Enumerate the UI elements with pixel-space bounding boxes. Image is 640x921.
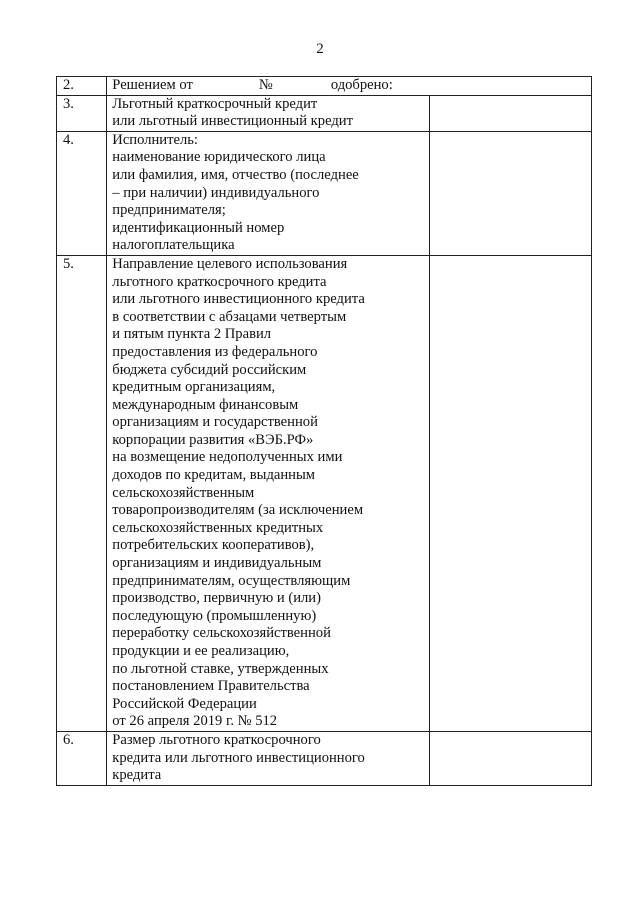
label-line: переработку сельскохозяйственной (112, 625, 331, 642)
label-line: сельскохозяйственным (112, 484, 255, 501)
application-form-table (56, 76, 592, 786)
row-number: 6. (57, 731, 107, 785)
label-line: налогоплательщика (112, 237, 235, 254)
label-line: или льготного инвестиционного кредита (112, 291, 365, 308)
label-line: постановлением Правительства (112, 678, 310, 695)
label-line: кредитным организациям, (112, 379, 276, 396)
row-label (107, 731, 430, 785)
table-row-6 (57, 731, 592, 785)
label-line: товаропроизводителям (за исключением (112, 502, 364, 519)
row-value-field[interactable] (430, 731, 592, 785)
table-row-4 (57, 131, 592, 255)
row-value-field[interactable] (430, 255, 592, 731)
label-line: предоставления из федерального (112, 343, 318, 360)
row-label (107, 255, 430, 731)
label-line: предпринимателям, осуществляющим (112, 572, 351, 589)
label-line: Размер льготного краткосрочного (112, 731, 321, 748)
label-line: на возмещение недополученных ими (112, 449, 343, 466)
table-row-5 (57, 255, 592, 731)
row-value-field[interactable] (430, 131, 592, 255)
label-line: Направление целевого использования (112, 255, 348, 272)
label-line: предпринимателя; (112, 202, 226, 219)
label-line: последующую (промышленную) (112, 607, 317, 624)
decision-suffix: одобрено: (330, 77, 393, 93)
label-line: наименование юридического лица (112, 149, 326, 166)
table-row-3 (57, 95, 592, 131)
row-label (107, 131, 430, 255)
table-row-2 (57, 77, 592, 96)
row-number: 3. (57, 95, 107, 131)
label-line: Исполнитель: (112, 131, 198, 148)
label-line: доходов по кредитам, выданным (112, 467, 316, 484)
label-line: в соответствии с абзацами четвертым (112, 308, 347, 325)
label-line: или фамилия, имя, отчество (последнее (112, 166, 359, 183)
label-line: – при наличии) индивидуального (112, 184, 320, 201)
label-line: кредита (112, 767, 162, 784)
row-number: 4. (57, 131, 107, 255)
row-label (107, 95, 430, 131)
label-line: международным финансовым (112, 396, 299, 413)
label-line: или льготный инвестиционный кредит (112, 113, 353, 130)
label-line: сельскохозяйственных кредитных (112, 519, 324, 536)
label-line: продукции и ее реализацию, (112, 643, 290, 659)
label-line: идентификационный номер (112, 219, 285, 236)
label-line: производство, первичную и (или) (112, 590, 321, 607)
label-line: и пятым пункта 2 Правил (112, 326, 272, 343)
decision-number-sign: № (258, 77, 273, 93)
decision-prefix: Решением от (112, 77, 193, 93)
label-line: льготного краткосрочного кредита (112, 273, 327, 290)
label-line: организациям и индивидуальным (112, 555, 322, 572)
page-number: 2 (316, 41, 324, 57)
label-line: от 26 апреля 2019 г. № 512 (112, 713, 278, 730)
decision-cell (107, 77, 592, 96)
row-value-field[interactable] (430, 95, 592, 131)
label-line: кредита или льготного инвестиционного (112, 749, 365, 766)
label-line: организациям и государственной (112, 414, 318, 431)
row-number: 2. (57, 77, 107, 96)
label-line: по льготной ставке, утвержденных (112, 660, 329, 677)
label-line: потребительских кооперативов), (112, 537, 315, 554)
label-line: бюджета субсидий российским (112, 361, 307, 378)
label-line: Российской Федерации (112, 695, 257, 712)
row-number: 5. (57, 255, 107, 731)
label-line: Льготный краткосрочный кредит (112, 95, 318, 112)
label-line: корпорации развития «ВЭБ.РФ» (112, 431, 314, 448)
